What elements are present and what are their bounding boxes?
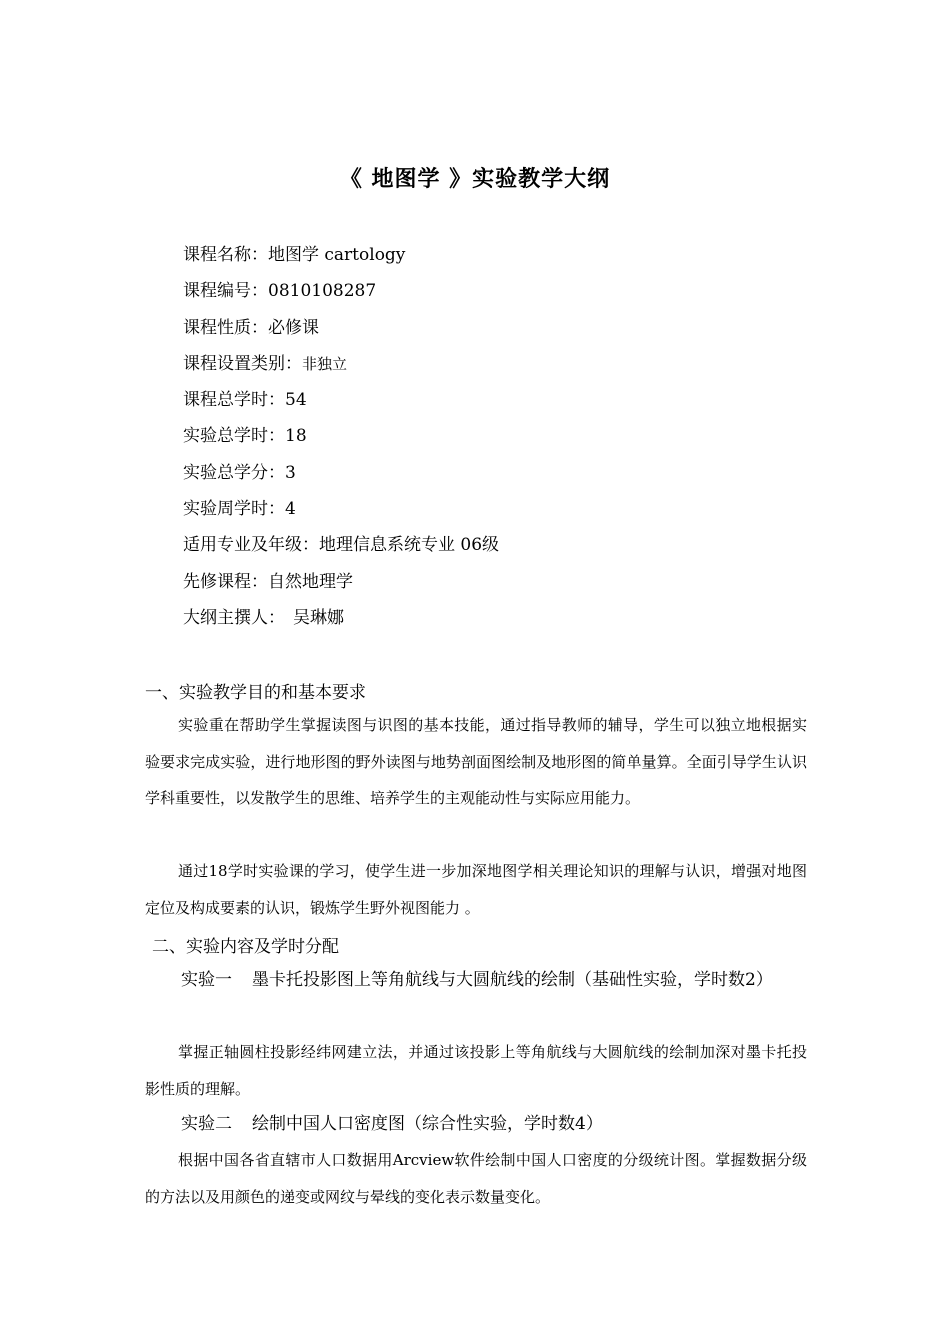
experiment-2-meta: （综合性实验，学时数4） [405, 1114, 603, 1134]
total-hours-row [183, 385, 499, 421]
lab-credits-value: 3 [285, 462, 296, 483]
experiment-2-name: 绘制中国人口密度图 [252, 1114, 405, 1134]
weekly-hours-label: 实验周学时： [183, 499, 285, 520]
section-1-heading: 一、实验教学目的和基本要求 [145, 683, 366, 703]
author-label: 大纲主撰人： [183, 607, 285, 628]
prereq-value: 自然地理学 [268, 571, 353, 592]
lab-credits-label: 实验总学分： [183, 462, 285, 483]
document-title: 《 地图学 》实验教学大纲 [339, 167, 611, 192]
prereq-row [183, 567, 499, 603]
weekly-hours-row [183, 494, 499, 530]
lab-credits-row [183, 458, 499, 494]
course-type-row [183, 313, 499, 349]
experiment-2-heading [145, 1106, 807, 1142]
course-type-value: 必修课 [268, 317, 319, 338]
section-1-paragraph-1: 实验重在帮助学生掌握读图与识图的基本技能，通过指导教师的辅导，学生可以独立地根据实验要求完成实验，进行地形图的野外读图与地势剖面图绘制及地形图的简单量算。全面引导学生认识学科重要性，以发散学生的思维、培养学生的主观能动性与实际应用能力。 [145, 716, 807, 807]
major-row [183, 530, 499, 566]
experiment-2-description: 根据中国各省直辖市人口数据用Arcview软件绘制中国人口密度的分级统计图。掌握数据分级的方法以及用颜色的递变或网纹与晕线的变化表示数量变化。 [145, 1151, 807, 1206]
lab-hours-label: 实验总学时： [183, 426, 285, 447]
lab-hours-value: 18 [285, 426, 307, 447]
experiment-1-label: 实验一 [181, 970, 232, 990]
course-name-value: 地图学 cartology [268, 245, 406, 265]
section-1-paragraph-2: 通过18学时实验课的学习，使学生进一步加深地图学相关理论知识的理解与认识，增强对地图定位及构成要素的认识，锻炼学生野外视图能力 。 [145, 862, 807, 917]
experiment-2-label: 实验二 [181, 1114, 232, 1134]
course-name-label: 课程名称： [183, 245, 268, 265]
section-2-heading: 二、实验内容及学时分配 [152, 937, 339, 957]
setting-row [183, 349, 499, 385]
course-name-row [183, 240, 499, 276]
course-code-row [183, 276, 499, 312]
major-value: 地理信息系统专业 06级 [319, 535, 500, 556]
total-hours-value: 54 [285, 390, 307, 411]
course-code-value: 0810108287 [268, 281, 377, 302]
setting-label: 课程设置类别： [183, 353, 302, 374]
course-type-label: 课程性质： [183, 317, 268, 338]
setting-value: 非独立 [302, 354, 348, 373]
author-row [183, 603, 499, 639]
weekly-hours-value: 4 [285, 499, 296, 520]
experiment-1-name: 墨卡托投影图上等角航线与大圆航线的绘制 [252, 970, 575, 990]
course-info [183, 240, 499, 639]
author-value: 吴琳娜 [293, 607, 344, 628]
experiment-1-description: 掌握正轴圆柱投影经纬网建立法，并通过该投影上等角航线与大圆航线的绘制加深对墨卡托投影性质的理解。 [145, 1043, 807, 1098]
experiment-1-heading [145, 962, 807, 998]
total-hours-label: 课程总学时： [183, 390, 285, 411]
course-code-label: 课程编号： [183, 281, 268, 302]
prereq-label: 先修课程： [183, 571, 268, 592]
experiment-1-meta: （基础性实验，学时数2） [575, 970, 773, 990]
major-label: 适用专业及年级： [183, 535, 319, 556]
lab-hours-row [183, 421, 499, 457]
